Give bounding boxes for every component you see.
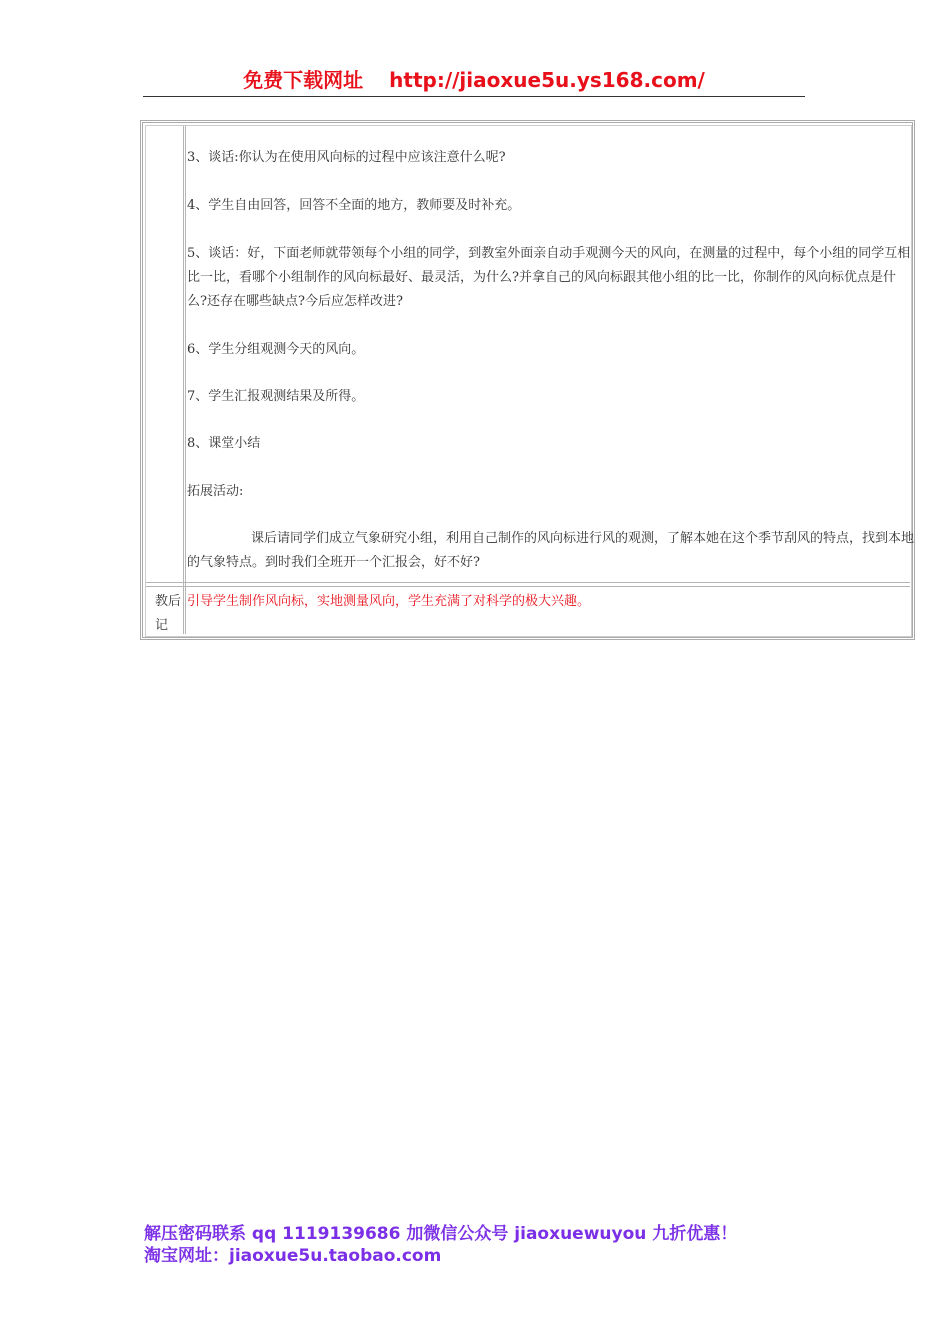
- reflection-text: 引导学生制作风向标，实地测量风向，学生充满了对科学的极大兴趣。: [187, 594, 591, 609]
- column-divider: [183, 126, 186, 634]
- extension-title: 拓展活动:: [187, 484, 244, 499]
- header-label: 免费下载网址: [243, 68, 364, 92]
- step-3-text: 3、谈话:你认为在使用风向标的过程中应该注意什么呢?: [187, 150, 506, 165]
- reflection-label: 教后记: [155, 594, 182, 633]
- step-5-text: 5、谈话：好，下面老师就带领每个小组的同学，到教室外面亲自动手观测今天的风向，在测量的过程中，每个小组的同学互相比一比，看哪个小组制作的风向标最好、最灵活，为什么?并拿自己的风向标跟其他小组的比一比，你制作的风向标优点是什么?还存在哪些缺点?今后应怎样改进?: [187, 246, 911, 309]
- step-7-text: 7、学生汇报观测结果及所得。: [187, 389, 365, 404]
- step-8-text: 8、课堂小结: [187, 436, 261, 451]
- footer-contact: 解压密码联系 qq 1119139686 加微信公众号 jiaoxuewuyou 九折优惠！: [144, 1224, 738, 1244]
- footer-shop-link[interactable]: 淘宝网址：jiaoxue5u.taobao.com: [144, 1246, 442, 1266]
- extension-text: 课后请同学们成立气象研究小组，利用自己制作的风向标进行风的观测，了解本她在这个季节刮风的特点，找到本地的气象特点。到时我们全班开一个汇报会，好不好?: [187, 531, 915, 570]
- header-url-link[interactable]: http://jiaoxue5u.ys168.com/: [389, 68, 705, 92]
- page-header: [143, 64, 805, 97]
- step-6-text: 6、学生分组观测今天的风向。: [187, 342, 365, 357]
- row-divider: [146, 582, 910, 587]
- step-4-text: 4、学生自由回答，回答不全面的地方，教师要及时补充。: [187, 198, 521, 213]
